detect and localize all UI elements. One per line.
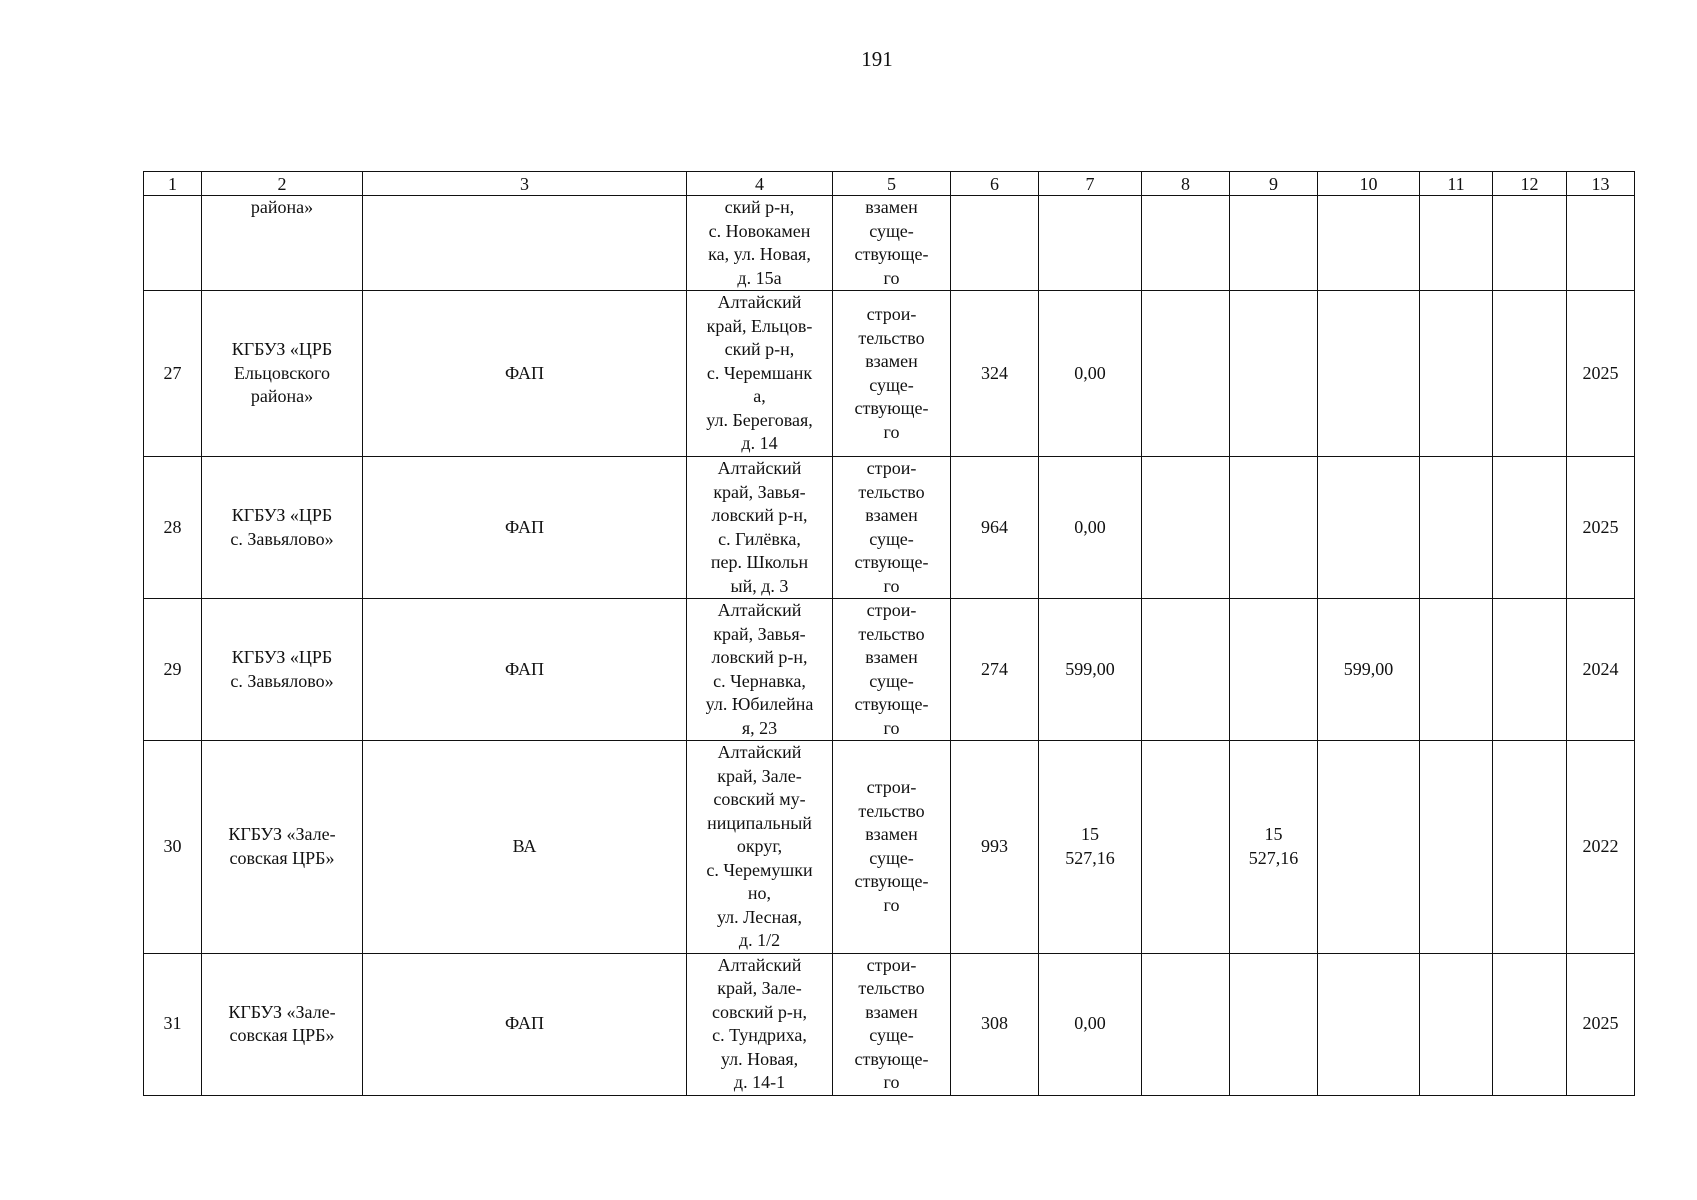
header-cell: 13 (1567, 172, 1635, 196)
value-cell-11 (1420, 291, 1493, 457)
object-cell: ФАП (363, 599, 687, 741)
header-cell: 11 (1420, 172, 1493, 196)
value-cell-8 (1142, 599, 1230, 741)
row-number-cell: 29 (144, 599, 202, 741)
row-number-cell: 30 (144, 741, 202, 954)
value-cell-6: 993 (951, 741, 1039, 954)
work-type-cell: строи- тельство взамен суще- ствующе- го (833, 741, 951, 954)
value-cell-9 (1230, 196, 1318, 291)
organization-cell: КГБУЗ «ЦРБ с. Завьялово» (202, 599, 363, 741)
year-cell: 2025 (1567, 291, 1635, 457)
header-cell: 4 (687, 172, 833, 196)
value-cell-7: 15 527,16 (1039, 741, 1142, 954)
value-cell-6: 964 (951, 457, 1039, 599)
year-cell: 2025 (1567, 457, 1635, 599)
value-cell-7: 599,00 (1039, 599, 1142, 741)
value-cell-12 (1493, 291, 1567, 457)
organization-cell: района» (202, 196, 363, 291)
value-cell-7: 0,00 (1039, 457, 1142, 599)
work-type-cell: строи- тельство взамен суще- ствующе- го (833, 599, 951, 741)
object-cell: ФАП (363, 953, 687, 1095)
header-cell: 2 (202, 172, 363, 196)
value-cell-9 (1230, 291, 1318, 457)
organization-cell: КГБУЗ «ЦРБ с. Завьялово» (202, 457, 363, 599)
year-cell: 2022 (1567, 741, 1635, 954)
value-cell-7 (1039, 196, 1142, 291)
row-number-cell (144, 196, 202, 291)
organization-cell: КГБУЗ «ЦРБ Ельцовского района» (202, 291, 363, 457)
value-cell-8 (1142, 291, 1230, 457)
address-cell: Алтайский край, Завья- ловский р-н, с. Чернавка, ул. Юбилейна я, 23 (687, 599, 833, 741)
object-cell (363, 196, 687, 291)
value-cell-6: 324 (951, 291, 1039, 457)
value-cell-10: 599,00 (1318, 599, 1420, 741)
header-cell: 6 (951, 172, 1039, 196)
data-table (143, 171, 1635, 1096)
address-cell: Алтайский край, Зале- совский му- ниципальный округ, с. Черемушки но, ул. Лесная, д. 1/2 (687, 741, 833, 954)
organization-cell: КГБУЗ «Зале- совская ЦРБ» (202, 953, 363, 1095)
row-number-cell: 28 (144, 457, 202, 599)
address-cell: Алтайский край, Зале- совский р-н, с. Тундриха, ул. Новая, д. 14-1 (687, 953, 833, 1095)
value-cell-11 (1420, 599, 1493, 741)
header-cell: 10 (1318, 172, 1420, 196)
value-cell-6 (951, 196, 1039, 291)
value-cell-10 (1318, 196, 1420, 291)
value-cell-10 (1318, 291, 1420, 457)
work-type-cell: строи- тельство взамен суще- ствующе- го (833, 953, 951, 1095)
value-cell-6: 308 (951, 953, 1039, 1095)
table-row-continuation (144, 196, 1635, 291)
value-cell-12 (1493, 953, 1567, 1095)
header-cell: 8 (1142, 172, 1230, 196)
year-cell (1567, 196, 1635, 291)
value-cell-7: 0,00 (1039, 953, 1142, 1095)
header-cell: 3 (363, 172, 687, 196)
value-cell-9: 15 527,16 (1230, 741, 1318, 954)
table-row (144, 291, 1635, 457)
value-cell-8 (1142, 196, 1230, 291)
value-cell-8 (1142, 457, 1230, 599)
work-type-cell: взамен суще- ствующе- го (833, 196, 951, 291)
table-row (144, 741, 1635, 954)
page-number: 191 (861, 47, 893, 71)
year-cell: 2025 (1567, 953, 1635, 1095)
header-cell: 9 (1230, 172, 1318, 196)
value-cell-8 (1142, 741, 1230, 954)
value-cell-10 (1318, 741, 1420, 954)
header-row (144, 172, 1635, 196)
value-cell-6: 274 (951, 599, 1039, 741)
value-cell-10 (1318, 953, 1420, 1095)
value-cell-12 (1493, 741, 1567, 954)
row-number-cell: 27 (144, 291, 202, 457)
table-row (144, 953, 1635, 1095)
row-number-cell: 31 (144, 953, 202, 1095)
address-cell: ский р-н, с. Новокамен ка, ул. Новая, д. 15а (687, 196, 833, 291)
value-cell-9 (1230, 953, 1318, 1095)
object-cell: ВА (363, 741, 687, 954)
value-cell-12 (1493, 196, 1567, 291)
value-cell-12 (1493, 457, 1567, 599)
object-cell: ФАП (363, 291, 687, 457)
header-cell: 1 (144, 172, 202, 196)
header-cell: 5 (833, 172, 951, 196)
work-type-cell: строи- тельство взамен суще- ствующе- го (833, 291, 951, 457)
object-cell: ФАП (363, 457, 687, 599)
value-cell-9 (1230, 599, 1318, 741)
value-cell-11 (1420, 741, 1493, 954)
value-cell-12 (1493, 599, 1567, 741)
table-row (144, 457, 1635, 599)
value-cell-11 (1420, 953, 1493, 1095)
table-row (144, 599, 1635, 741)
organization-cell: КГБУЗ «Зале- совская ЦРБ» (202, 741, 363, 954)
value-cell-9 (1230, 457, 1318, 599)
value-cell-8 (1142, 953, 1230, 1095)
header-cell: 12 (1493, 172, 1567, 196)
address-cell: Алтайский край, Ельцов- ский р-н, с. Черемшанк а, ул. Береговая, д. 14 (687, 291, 833, 457)
value-cell-11 (1420, 457, 1493, 599)
header-cell: 7 (1039, 172, 1142, 196)
value-cell-7: 0,00 (1039, 291, 1142, 457)
value-cell-11 (1420, 196, 1493, 291)
address-cell: Алтайский край, Завья- ловский р-н, с. Гилёвка, пер. Школьн ый, д. 3 (687, 457, 833, 599)
year-cell: 2024 (1567, 599, 1635, 741)
work-type-cell: строи- тельство взамен суще- ствующе- го (833, 457, 951, 599)
value-cell-10 (1318, 457, 1420, 599)
